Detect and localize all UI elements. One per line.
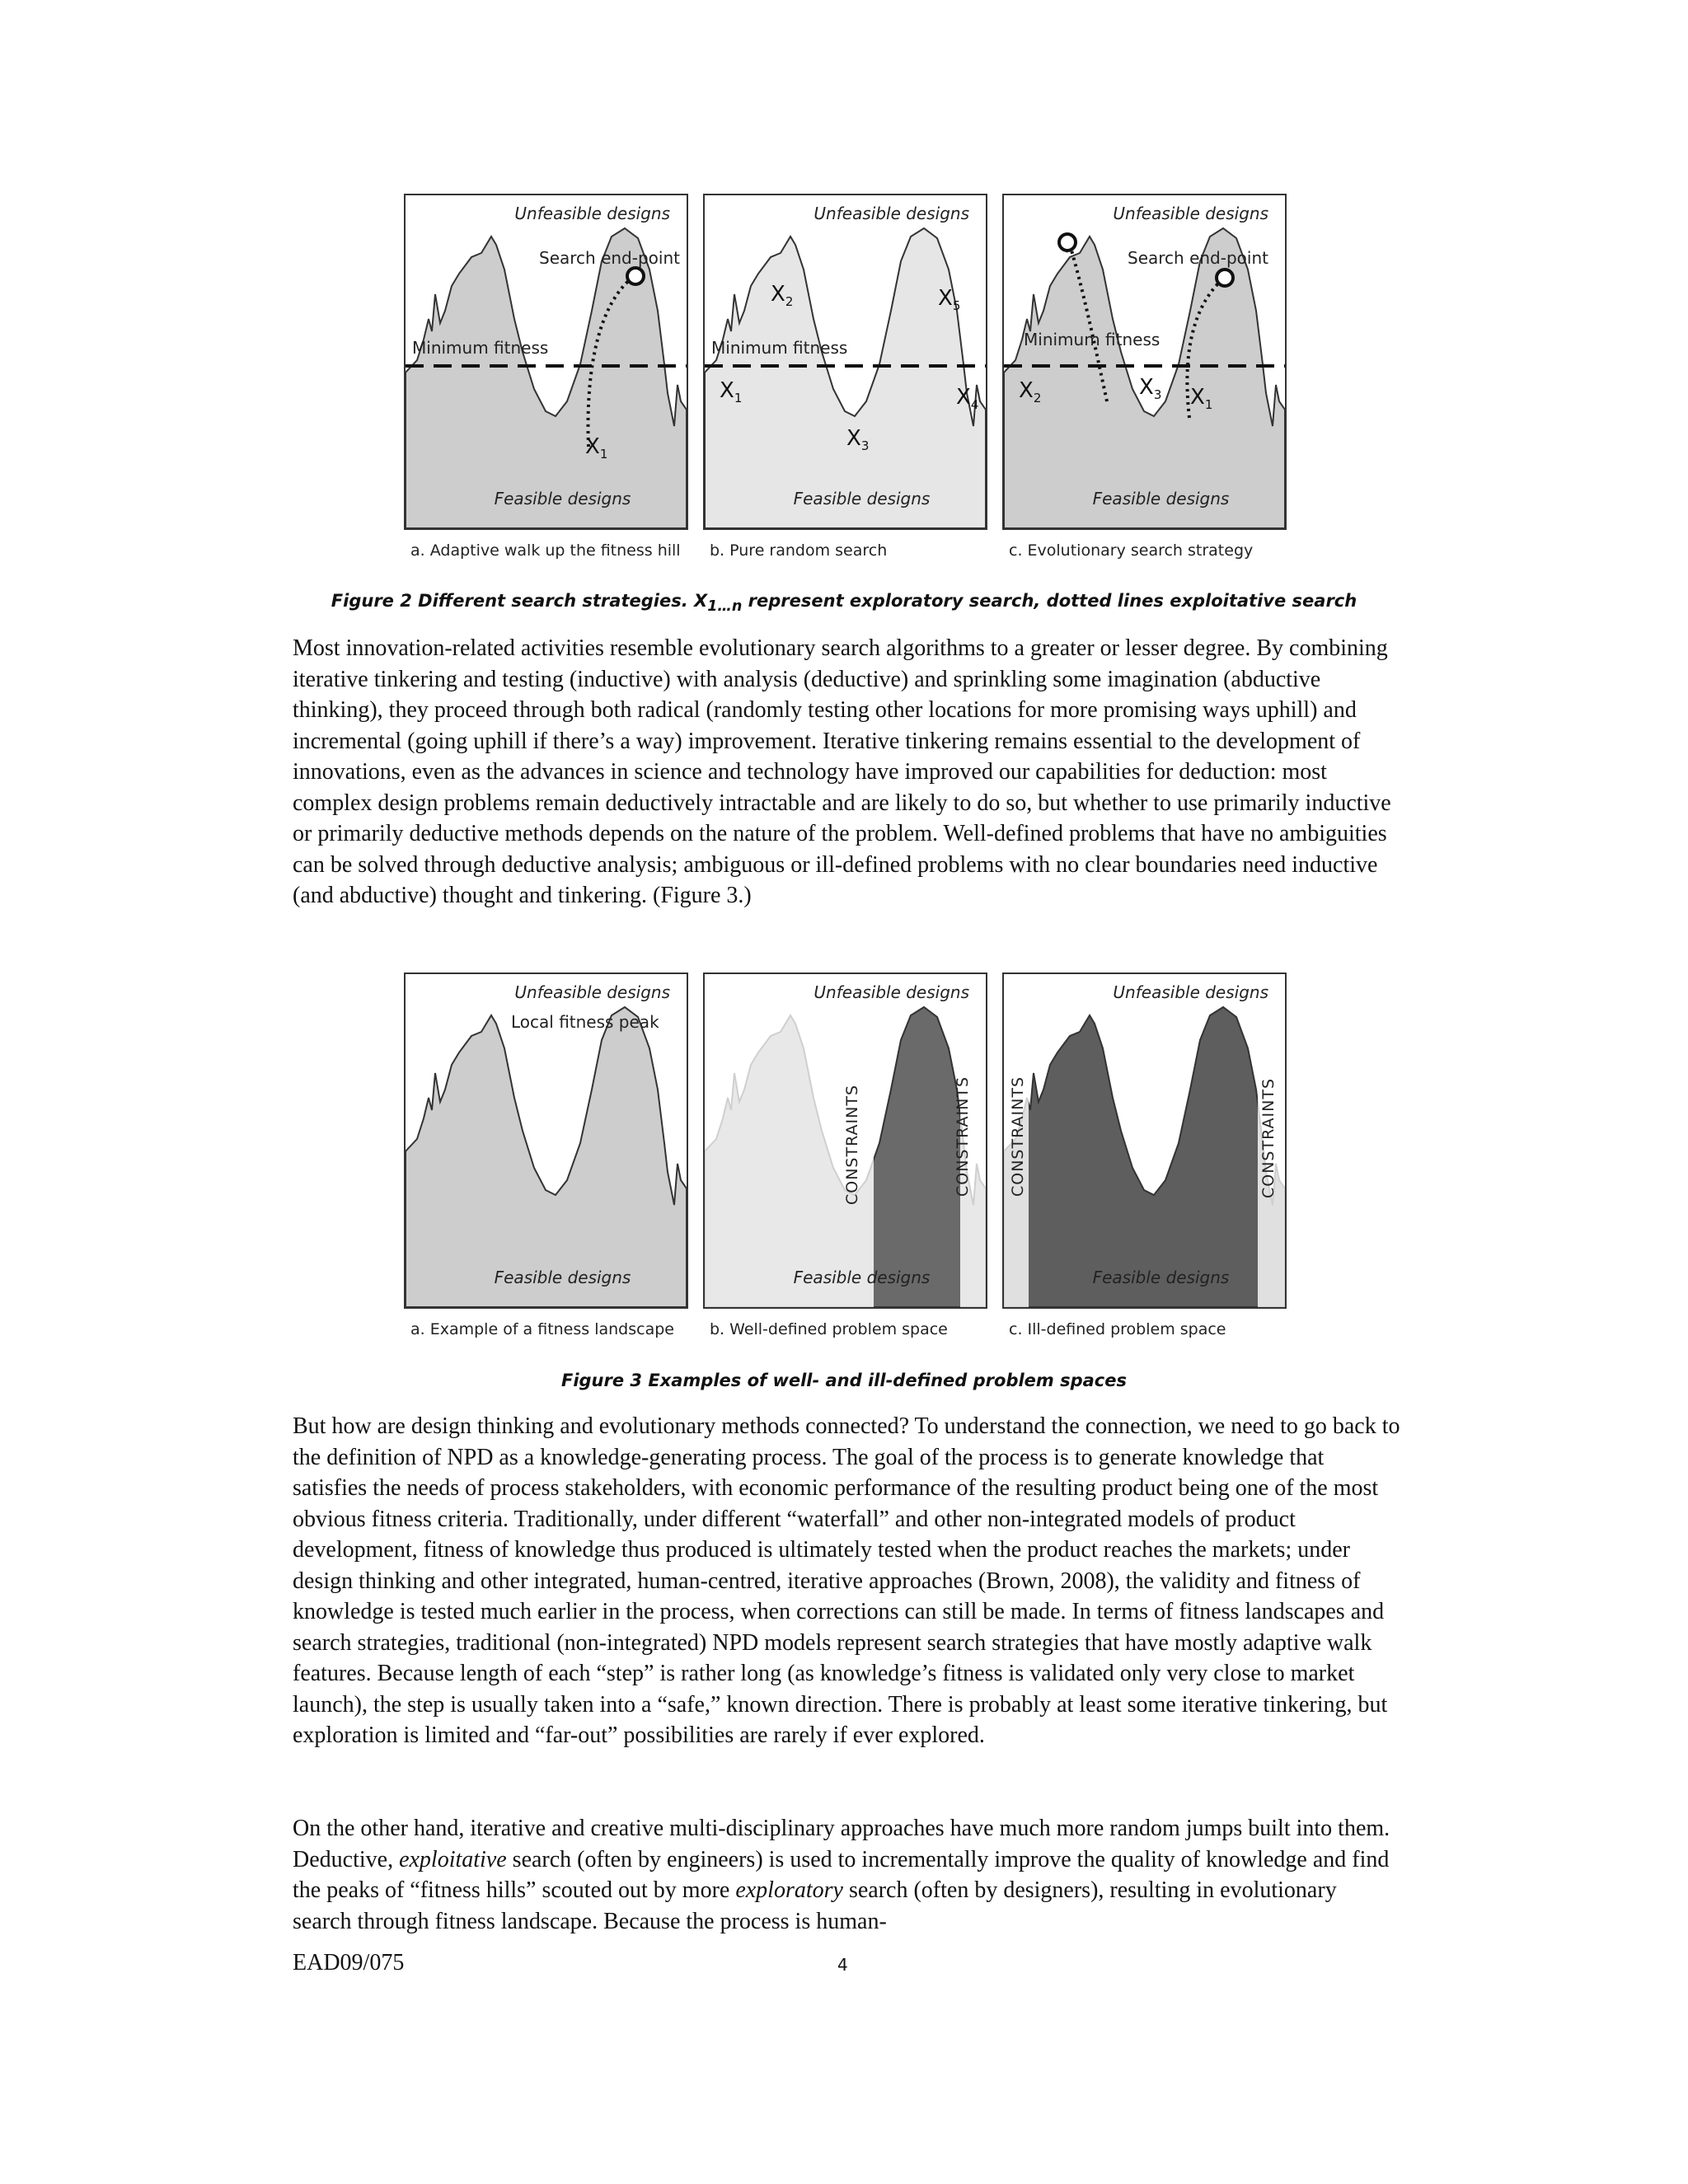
- caption-text: Figure 2 Different search strategies. X: [331, 591, 708, 611]
- x-mark: $X_1$: [585, 434, 608, 462]
- unfeasible-label: Unfeasible designs: [814, 204, 969, 223]
- fitness-landscape-graphic: [1004, 974, 1285, 1307]
- text-run: On the other hand, iterative and creative multi-disciplinary approaches have much more random jumps built into them. Deductive,: [293, 1816, 1390, 1872]
- constraints-label: CONSTRAINTS: [1009, 1076, 1027, 1197]
- feasible-label: Feasible designs: [1092, 1268, 1230, 1287]
- search-end-point-label: Search end-point: [539, 248, 680, 268]
- emphasis-text: exploratory: [735, 1877, 843, 1903]
- text-run: search (often by designers), resulting in evolutionary search through fitness landscape. Because the process is human-: [293, 1877, 1337, 1934]
- unfeasible-label: Unfeasible designs: [1113, 982, 1268, 1002]
- figure-2-panel-b: [703, 194, 987, 560]
- paragraph-text: But how are design thinking and evolutionary methods connected? To understand the connection, we need to go back to the definition of NPD as a knowledge-generating process. The goal of the process is to generate knowledge that satisfies the needs of process stakeholders, with economic performance of the resulting product being one of the most obvious fitness criteria. Traditionally, under different “waterfall” and other non-integrated models of product development, fitness of knowledge thus produced is ultimately tested when the product reaches the markets; under design thinking and other integrated, human-centred, iterative approaches (Brown, 2008), the validity and fitness of knowledge is tested much earlier in the process, when corrections can still be made. In terms of fitness landscapes and search strategies, traditional (non-integrated) NPD models represent search strategies that have mostly adaptive walk features. Because length of each “step” is rather long (as knowledge’s fitness is validated only very close to market launch), the step is usually taken into a “safe,” known direction. There is probably at least some iterative tinkering, but exploration is limited and “far-out” possibilities are rarely if ever explored.: [293, 1413, 1400, 1748]
- paragraph-text: Most innovation-related activities resemble evolutionary search algorithms to a greater or lesser degree. By combining iterative tinkering and testing (inductive) with analysis (deductive) and sprinkling some imagination (abductive thinking), they proceed through both radical (randomly testing other locations for more promising ways uphill) and incremental (going uphill if there’s a way) improvement. Iterative tinkering remains essential to the development of innovations, even as the advances in science and technology have improved our capabilities for deduction: most complex design problems remain deductively intractable and are likely to do so, but whether to use primarily inductive or primarily deductive methods depends on the nature of the problem. Well-defined problems that have no ambiguities can be solved through deductive analysis; ambiguous or ill-defined problems with no clear boundaries need inductive (and abductive) thought and tinkering. (Figure 3.): [293, 635, 1391, 908]
- x-mark: $X_2$: [771, 282, 794, 310]
- figure-2-caption: [0, 591, 1688, 615]
- constraints-label: CONSTRAINTS: [1259, 1077, 1278, 1198]
- landscape-panel: [1002, 972, 1287, 1309]
- constraints-label: CONSTRAINTS: [954, 1076, 972, 1197]
- figure-3-panel-a: [404, 972, 688, 1338]
- unfeasible-label: Unfeasible designs: [514, 982, 670, 1002]
- figure-2-panel-a: [404, 194, 688, 560]
- feasible-label: Feasible designs: [494, 489, 631, 509]
- local-fitness-peak-label: Local fitness peak: [511, 1012, 659, 1032]
- paragraph-1: [293, 633, 1401, 912]
- panel-subcaption: b. Well-defined problem space: [710, 1320, 948, 1338]
- paragraph-text: [293, 1813, 1401, 1937]
- x-mark: $X_1$: [720, 378, 743, 406]
- fitness-landscape-graphic: [705, 195, 986, 528]
- unfeasible-label: Unfeasible designs: [514, 204, 670, 223]
- paragraph-3: [293, 1813, 1401, 1937]
- feasible-label: Feasible designs: [494, 1268, 631, 1287]
- x-mark: $X_4$: [956, 385, 979, 413]
- figure-3-caption: Figure 3 Examples of well- and ill-defined problem spaces: [560, 1371, 1128, 1390]
- caption-subscript: 1…n: [707, 598, 743, 616]
- figure-3-panel-c: [1002, 972, 1287, 1338]
- fitness-landscape-graphic: [406, 195, 687, 528]
- landscape-panel: [703, 194, 987, 530]
- landscape-panel: [1002, 194, 1287, 530]
- figure-3-panel-b: [703, 972, 987, 1338]
- page-number: 4: [837, 1955, 848, 1975]
- emphasis-text: exploitative: [399, 1846, 507, 1872]
- landscape-panel: [404, 972, 688, 1309]
- unfeasible-label: Unfeasible designs: [814, 982, 969, 1002]
- figure-2: [404, 194, 1287, 560]
- panel-subcaption: a. Adaptive walk up the fitness hill: [410, 541, 681, 560]
- paragraph-2: [293, 1411, 1401, 1751]
- fitness-landscape-graphic: [1004, 195, 1285, 528]
- search-end-point-label: Search end-point: [1128, 248, 1268, 268]
- feasible-label: Feasible designs: [1092, 489, 1230, 509]
- landscape-panel: [404, 194, 688, 530]
- landscape-panel: [703, 972, 987, 1309]
- x-mark: $X_1$: [1190, 385, 1213, 413]
- minimum-fitness-label: Minimum fitness: [412, 338, 549, 358]
- feasible-label: Feasible designs: [793, 1268, 931, 1287]
- x-mark: $X_2$: [1019, 378, 1042, 406]
- text-run: search (often by engineers) is used to incrementally improve the quality of knowledge and find the peaks of “fitness hills” scouted out by more: [293, 1846, 1390, 1903]
- x-mark: $X_3$: [846, 426, 870, 454]
- minimum-fitness-label: Minimum fitness: [711, 338, 848, 358]
- unfeasible-label: Unfeasible designs: [1113, 204, 1268, 223]
- constraints-label: CONSTRAINTS: [843, 1084, 861, 1205]
- figure-2-panel-c: [1002, 194, 1287, 560]
- panel-subcaption: c. Ill-defined problem space: [1009, 1320, 1226, 1338]
- panel-subcaption: b. Pure random search: [710, 541, 888, 560]
- caption-text: represent exploratory search, dotted lines exploitative search: [742, 591, 1357, 611]
- x-mark: $X_3$: [1139, 375, 1162, 403]
- x-mark: $X_5$: [938, 286, 961, 314]
- feasible-label: Feasible designs: [793, 489, 931, 509]
- panel-subcaption: c. Evolutionary search strategy: [1009, 541, 1254, 560]
- figure-3: [404, 972, 1287, 1338]
- panel-subcaption: a. Example of a fitness landscape: [410, 1320, 674, 1338]
- minimum-fitness-label: Minimum fitness: [1024, 330, 1160, 349]
- document-id: EAD09/075: [293, 1950, 405, 1975]
